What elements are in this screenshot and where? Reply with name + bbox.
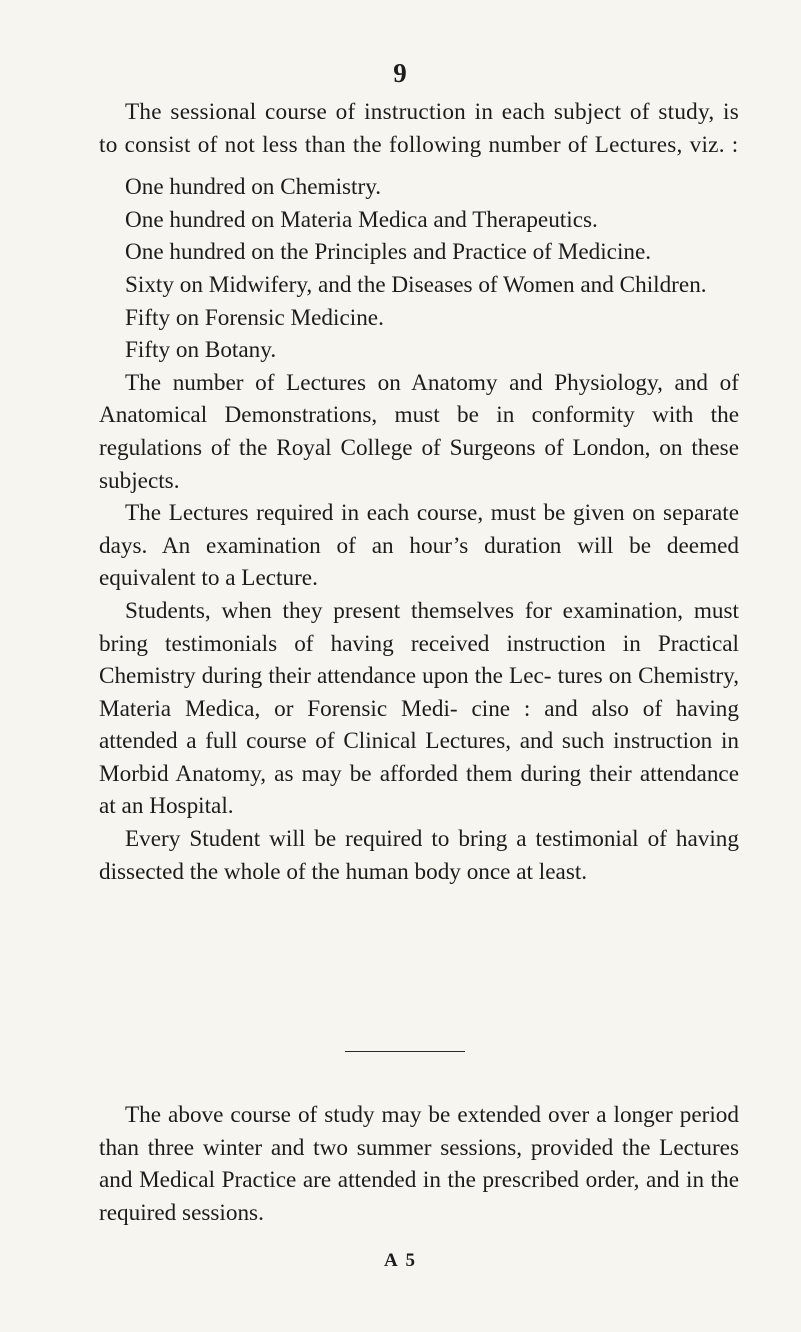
intro-paragraph: The sessional course of instruction in each subject of study, is to consist of not less than the following number of Lectures, viz. : [99, 99, 739, 158]
separate-days-paragraph: The Lectures required in each course, must be given on separate days. An examination of an hour’s duration will be deemed equivalent to a Lecture. [99, 500, 739, 592]
closing-text [99, 1099, 739, 1229]
signature-mark: A 5 [384, 1250, 417, 1271]
anatomy-paragraph: The number of Lectures on Anatomy and Physiology, and of Anatomical Demonstrations, must be in conformity with the regulations of the Royal College of Surgeons of London, on these subjects. [99, 369, 739, 494]
list-item: Fifty on Forensic Medicine. [125, 304, 384, 331]
section-divider [345, 1051, 465, 1052]
main-text [99, 96, 739, 888]
testimonials-paragraph: Students, when they present themselves for examination, must bring testimonials of having received instruction in Practical Chemistry during their attendance upon the Lec- tures on Chemistry, Materia Medica, or Forensic Medi- cine : and also of having attended a full course of Clinical Lectures, and such instruction in Morbid Anatomy, as may be afforded them during their attendance at an Hospital. [99, 597, 739, 820]
page-number: 9 [393, 58, 408, 88]
list-item: One hundred on the Principles and Practice of Medicine. [125, 239, 652, 266]
list-item: One hundred on Materia Medica and Therapeutics. [125, 206, 598, 233]
list-item: Fifty on Botany. [125, 337, 277, 364]
list-item-text: Sixty on Midwifery, and the Diseases of Women and Children. [125, 271, 707, 298]
list-item [99, 269, 739, 302]
dissection-paragraph: Every Student will be required to bring a testimonial of having dissected the whole of the human body once at least. [99, 826, 739, 885]
closing-paragraph: The above course of study may be extended over a longer period than three winter and two summer sessions, provided the Lectures and Medical Practice are attended in the prescribed order, and in the required sessions. [99, 1102, 739, 1226]
list-item: One hundred on Chemistry. [125, 174, 382, 201]
lectures-list [99, 171, 739, 367]
